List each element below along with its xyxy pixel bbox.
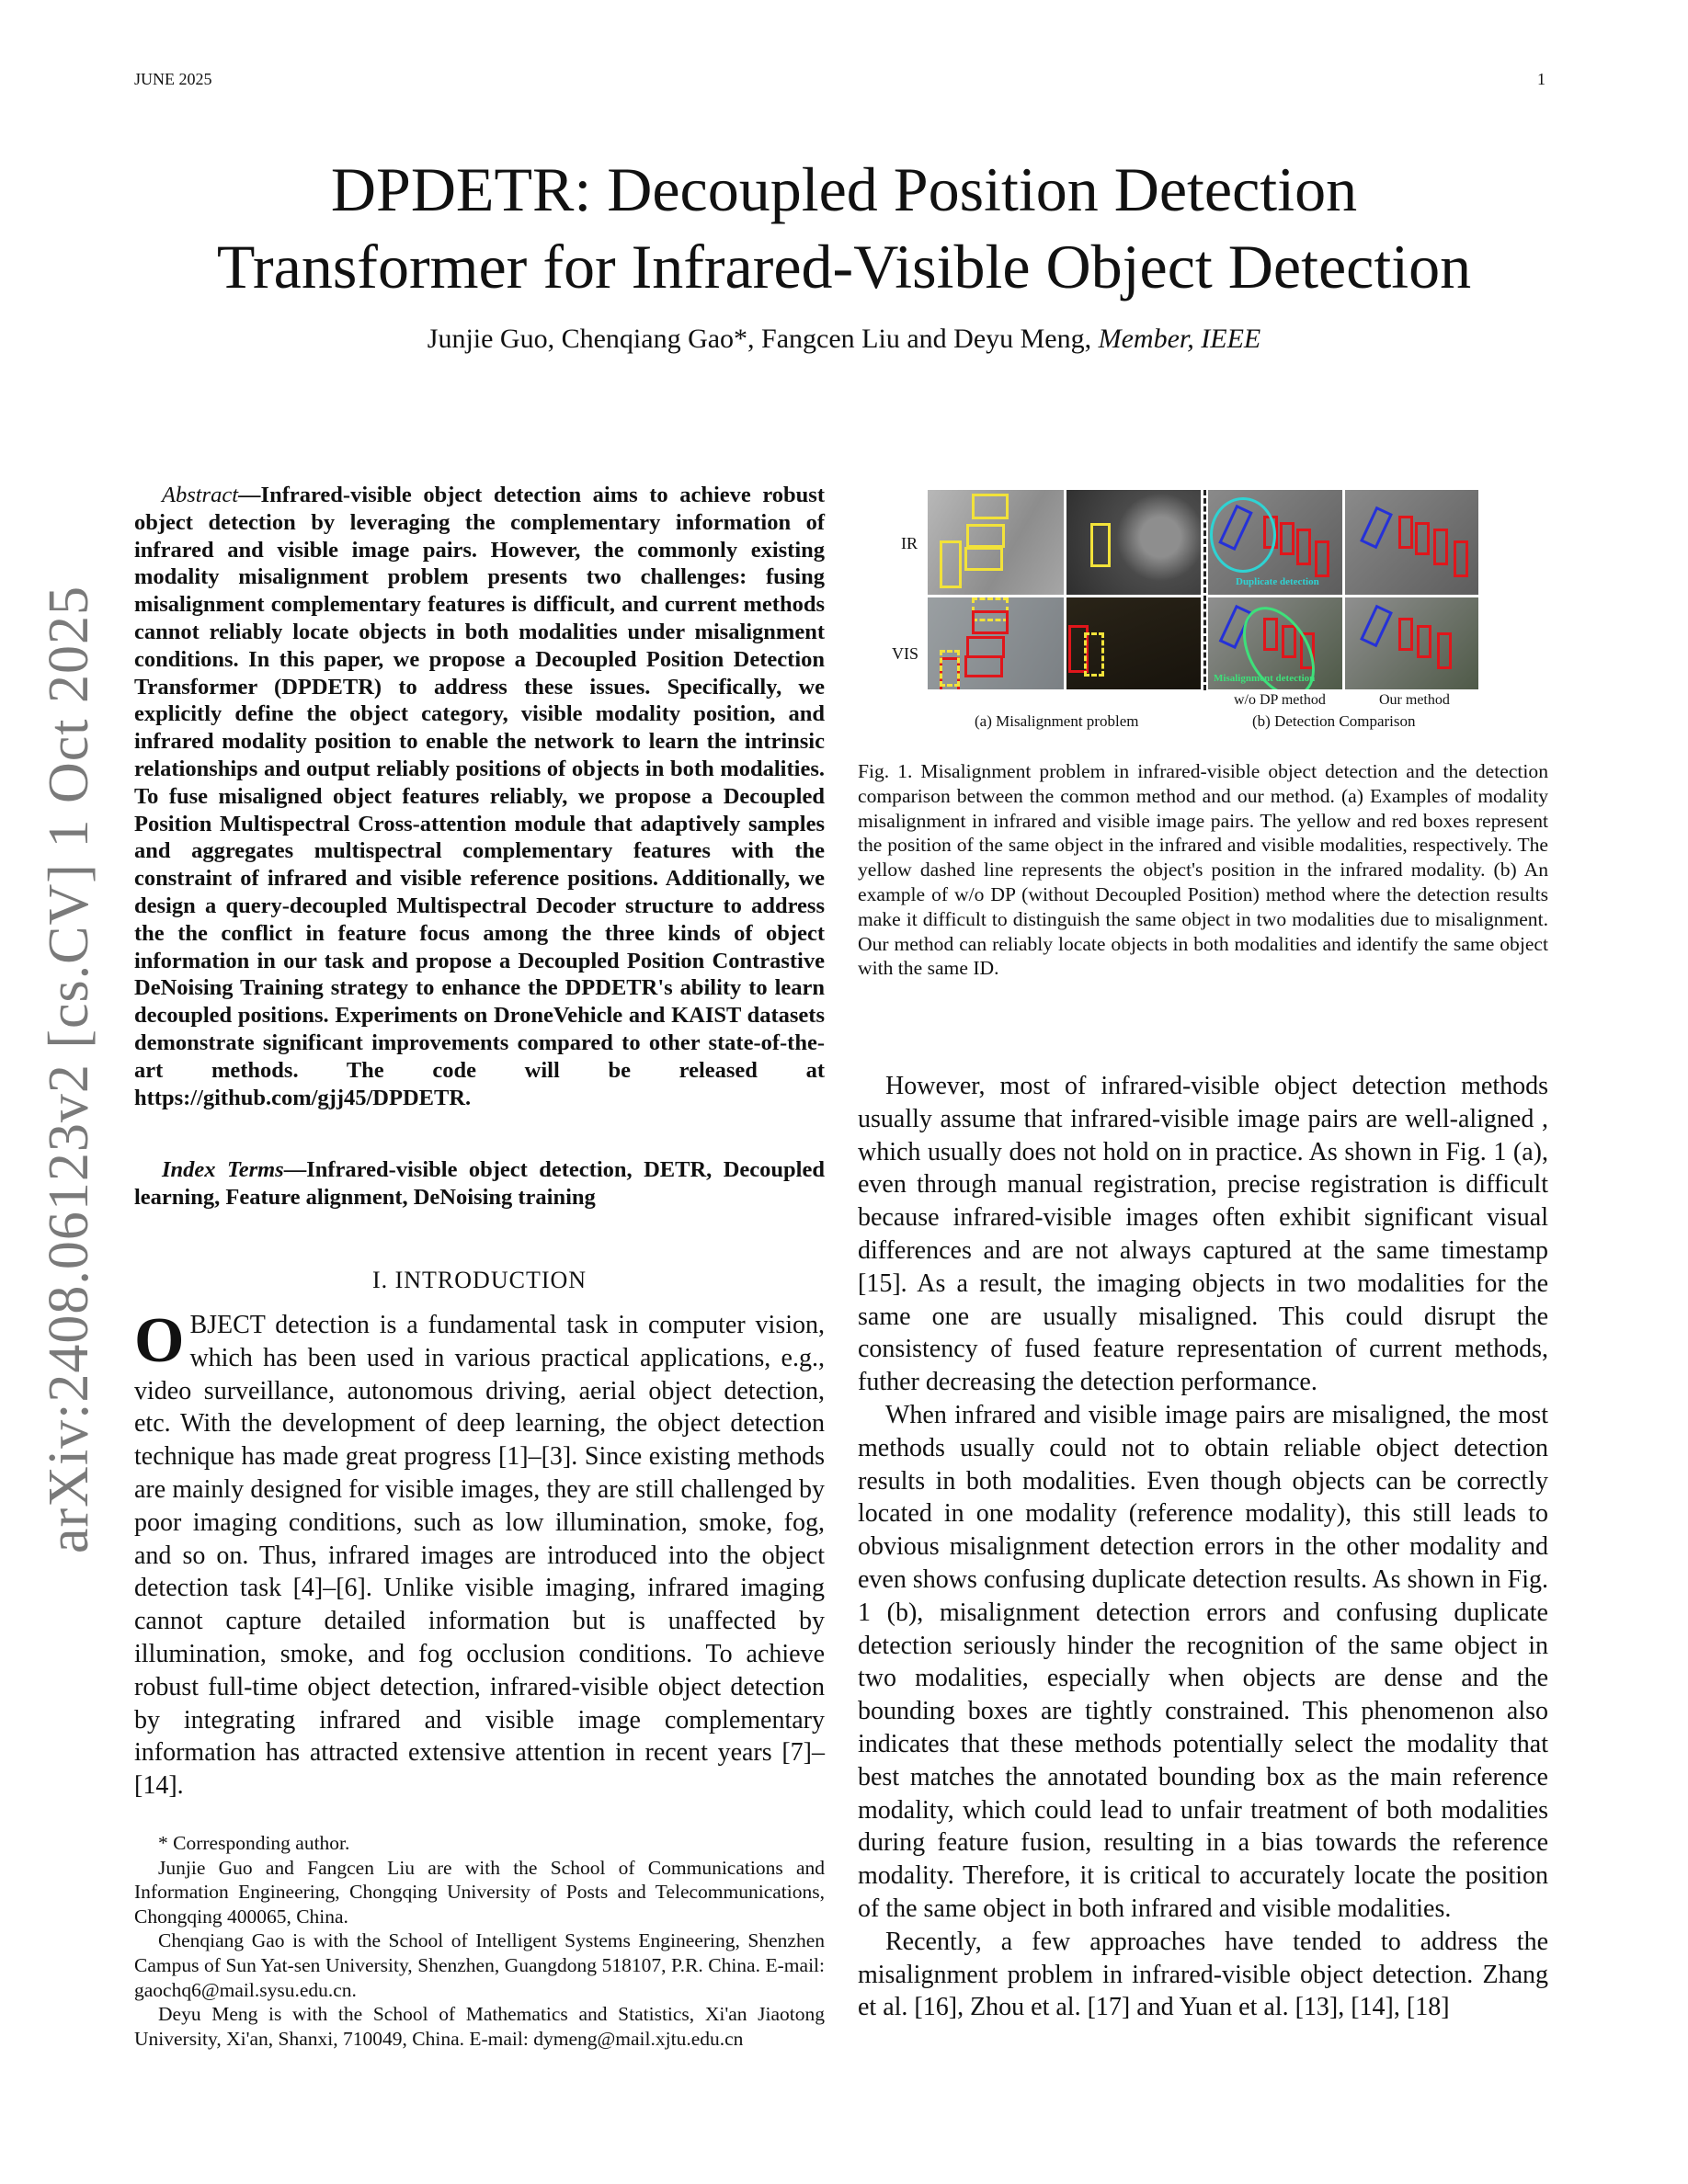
- column-label-ours: Our method: [1379, 692, 1450, 708]
- index-terms-label: Index Terms: [162, 1157, 284, 1182]
- body-paragraph: However, most of infrared-visible object detection methods usually assume that infrared-visible image pairs are well-aligned , which usually does not hold on in practice. As shown in Fig. 1 (a), even through manual registration, precise registration is difficult because infrared-visible images often exhibit significant visual differences and are not always captured at the same timestamp [15]. As a result, the imaging objects in two modalities for the same one are usually misaligned. This could disrupt the consistency of fused feature representation of current methods, futher decreasing the detection performance.: [858, 1072, 1548, 1397]
- footnote: Deyu Meng is with the School of Mathematics and Statistics, Xi'an Jiaotong University, Xi'an, Shanxi, 710049, China. E-mail: dymeng@mail.xjtu.edu.cn: [134, 2003, 825, 2050]
- footnote: * Corresponding author.: [158, 1832, 350, 1854]
- footnotes: [134, 1831, 825, 2051]
- footnote: Junjie Guo and Fangcen Liu are with the School of Communications and Information Engineering, Chongqing University of Posts and Telecommunications, Chongqing 400065, China.: [134, 1856, 825, 1928]
- duplicate-detection-annotation: Duplicate detection: [1236, 576, 1319, 587]
- arxiv-watermark: arXiv:2408.06123v2 [cs.CV] 1 Oct 2025: [38, 586, 100, 1553]
- intro-paragraph: BJECT detection is a fundamental task in computer vision, which has been used in various practical applications, e.g., video surveillance, autonomous driving, aerial object detection, etc. With the development of deep learning, the object detection technique has made great progress [1]–[3]. Since existing methods are mainly designed for visible images, they are still challenged by poor imaging conditions, such as low illumination, smoke, fog, and so on. Thus, infrared images are introduced into the object detection task [4]–[6]. Unlike visible imaging, infrared imaging cannot capture detailed information but is unaffected by illumination, smoke, and fog occlusion conditions. To achieve robust full-time object detection, infrared-visible object detection by integrating infrared and visible image complementary information has attracted extensive attention in recent years [7]–[14].: [134, 1311, 825, 1801]
- column-label-wo-dp: w/o DP method: [1234, 692, 1326, 708]
- abstract-text: —Infrared-visible object detection aims to achieve robust object detection by leveraging the complementary information of infrared and visible image pairs. However, the commonly existing modality misalignment problem presents two challenges: fusing misalignment complementary features is difficult, and current methods cannot reliably locate objects in both modalities under misalignment conditions. In this paper, we propose a Decoupled Position Detection Transformer (DPDETR) to address these issues. Specifically, we explicitly define the object category, visible modality position, and infrared modality position to enable the network to learn the intrinsic relationships and output reliably positions of objects in both modalities. To fuse misaligned object features reliably, we propose a Decoupled Position Multispectral Cross-attention module that adaptively samples and aggregates multispectral complementary features with the constraint of infrared and visible reference positions. Additionally, we design a query-decoupled Multispectral Decoder structure to address the the conflict in feature focus among the three kinds of object information in our task and propose a Decoupled Position Contrastive DeNoising Training strategy to enhance the DPDETR's ability to learn decoupled positions. Experiments on DroneVehicle and KAIST datasets demonstrate significant improvements compared to other state-of-the-art methods. The code will be released at https://github.com/gjj45/DPDETR.: [134, 483, 825, 1110]
- index-terms: [134, 1156, 825, 1211]
- paper-title: [0, 151, 1688, 305]
- wo-dp-ir-result: [1208, 490, 1342, 595]
- right-column-text: [858, 1070, 1548, 2024]
- running-header-date: JUNE 2025: [134, 70, 212, 88]
- vis-pedestrian-image: [1066, 597, 1201, 689]
- section-heading: I. INTRODUCTION: [371, 1267, 587, 1293]
- subcaption-a: (a) Misalignment problem: [975, 712, 1139, 730]
- abstract: [134, 482, 825, 1111]
- index-terms-text: —Infrared-visible object detection, DETR, Decoupled learning, Feature alignment, DeNoising training: [134, 1157, 825, 1210]
- figure-divider: [1203, 490, 1206, 690]
- row-label-vis: VIS: [892, 644, 919, 663]
- footnote: Chenqiang Gao is with the School of Intelligent Systems Engineering, Shenzhen Campus of Sun Yat-sen University, Shenzhen, Guangdong 518107, P.R. China. E-mail: gaochq6@mail.sysu.edu.cn.: [134, 1929, 825, 2001]
- drop-cap: O: [134, 1309, 185, 1373]
- wo-dp-vis-result: [1208, 597, 1342, 689]
- body-paragraph: Recently, a few approaches have tended to address the misalignment problem in infrared-visible object detection. Zhang et al. [16], Zhou et al. [17] and Yuan et al. [13], [14], [18]: [858, 1927, 1548, 2022]
- page-number: 1: [1537, 70, 1545, 88]
- figure-caption: Fig. 1. Misalignment problem in infrared-visible object detection and the detection comparison between the common method and our method. (a) Examples of modality misalignment in infrared and visible image pairs. The yellow and red boxes represent the position of the same object in the infrared and visible modalities, respectively. The yellow dashed line represents the object's position in the infrared modality. (b) An example of w/o DP (without Decoupled Position) method where the detection results make it difficult to distinguish the same object in two modalities due to misalignment. Our method can reliably locate objects in both modalities and identify the same object with the same ID.: [858, 760, 1548, 980]
- vis-parking-image: [928, 597, 1064, 689]
- our-vis-result: [1345, 597, 1478, 689]
- ir-parking-image: [928, 490, 1064, 595]
- author-list: [0, 324, 1688, 355]
- title-line-2: Transformer for Infrared-Visible Object Detection: [216, 232, 1472, 301]
- abstract-label: Abstract: [162, 483, 239, 507]
- author-membership: Member, IEEE: [1098, 324, 1261, 354]
- introduction-text: [134, 1309, 825, 1803]
- title-line-1: DPDETR: Decoupled Position Detection: [330, 154, 1358, 224]
- ir-pedestrian-image: [1066, 490, 1201, 595]
- body-paragraph: When infrared and visible image pairs are misaligned, the most methods usually could not to obtain reliable object detection results in both modalities. Even though objects can be correctly located in one modality (reference modality), this still leads to obvious misalignment detection errors in the other modality and even shows confusing duplicate detection results. As shown in Fig. 1 (b), misalignment detection errors and confusing duplicate detection seriously hinder the recognition of the same object in two modalities, especially when objects are dense and the bounding boxes are tightly constrained. This phenomenon also indicates that these methods potentially select the modality that best matches the annotated bounding box as the main reference modality, which could lead to unfair treatment of both modalities during feature fusion, resulting in a bias towards the reference modality. Therefore, it is critical to accurately locate the position of the same object in both infrared and visible modalities.: [858, 1400, 1548, 1923]
- author-names: Junjie Guo, Chenqiang Gao*, Fangcen Liu and Deyu Meng,: [427, 324, 1092, 354]
- subcaption-b: (b) Detection Comparison: [1252, 712, 1416, 730]
- our-ir-result: [1345, 490, 1478, 595]
- row-label-ir: IR: [901, 534, 918, 552]
- misalignment-detection-annotation: Misalignment detection: [1214, 673, 1316, 684]
